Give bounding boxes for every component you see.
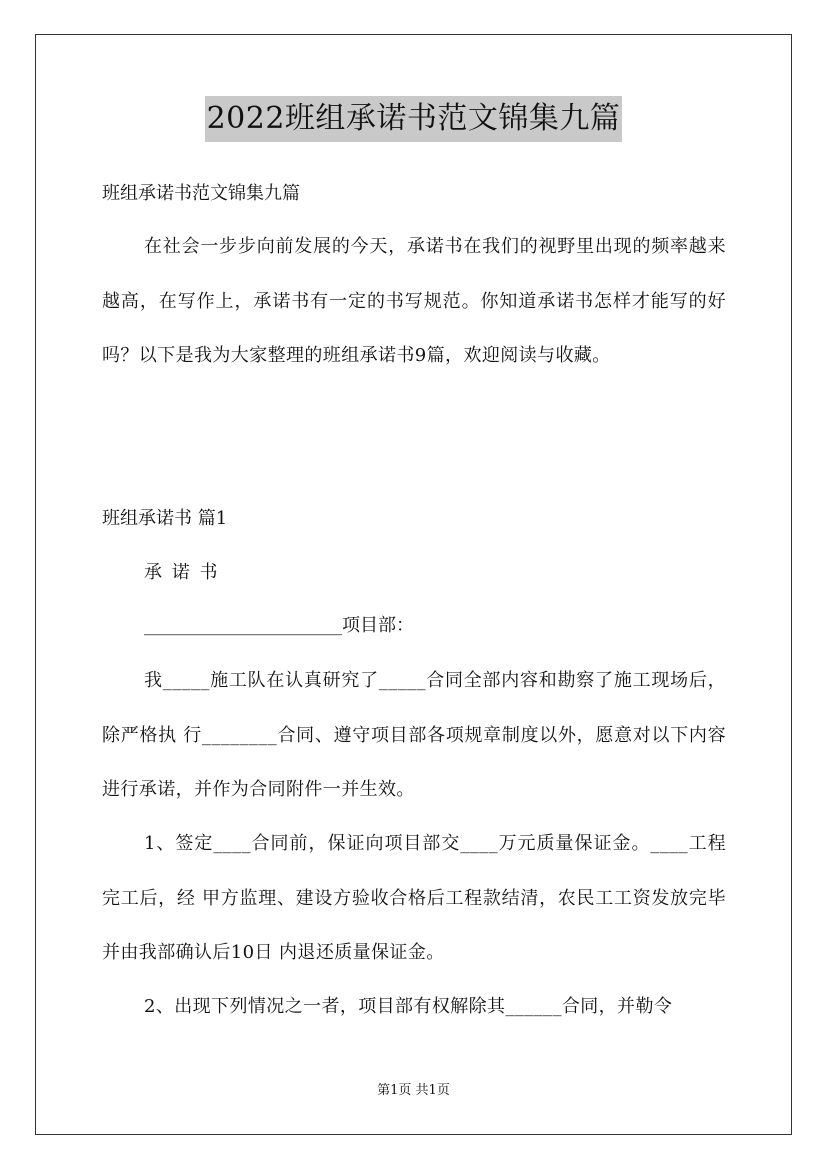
paragraph-3: 2、出现下列情况之一者，项目部有权解除其______合同，并勒令 xyxy=(144,996,673,1017)
document-subtitle: 班组承诺书范文锦集九篇 xyxy=(102,183,300,204)
addressee-line: ______________________项目部： xyxy=(144,615,414,636)
paragraph-1: 我_____施工队在认真研究了_____合同全部内容和勘察了施工现场后，除严格执 行________合同、遵守项目部各项规章制度以外，愿意对以下内容进行承诺，并作为合同附件一并生效。 xyxy=(102,670,726,800)
title-block xyxy=(0,96,827,142)
document-title: 2022班组承诺书范文锦集九篇 xyxy=(205,96,623,142)
letter-title: 承 诺 书 xyxy=(144,562,220,583)
page-footer: 第1页 共1页 xyxy=(377,1083,450,1098)
section-heading: 班组承诺书 篇1 xyxy=(102,508,228,529)
intro-paragraph: 在社会一步步向前发展的今天，承诺书在我们的视野里出现的频率越来越高，在写作上，承诺书有一定的书写规范。你知道承诺书怎样才能写的好吗？以下是我为大家整理的班组承诺书9篇，欢迎阅读与收藏。 xyxy=(102,236,726,366)
paragraph-2: 1、签定____合同前，保证向项目部交____万元质量保证金。____工程完工后，经 甲方监理、建设方验收合格后工程款结清，农民工工资发放完毕并由我部确认后10日 内退还质量保证金。 xyxy=(102,833,726,963)
